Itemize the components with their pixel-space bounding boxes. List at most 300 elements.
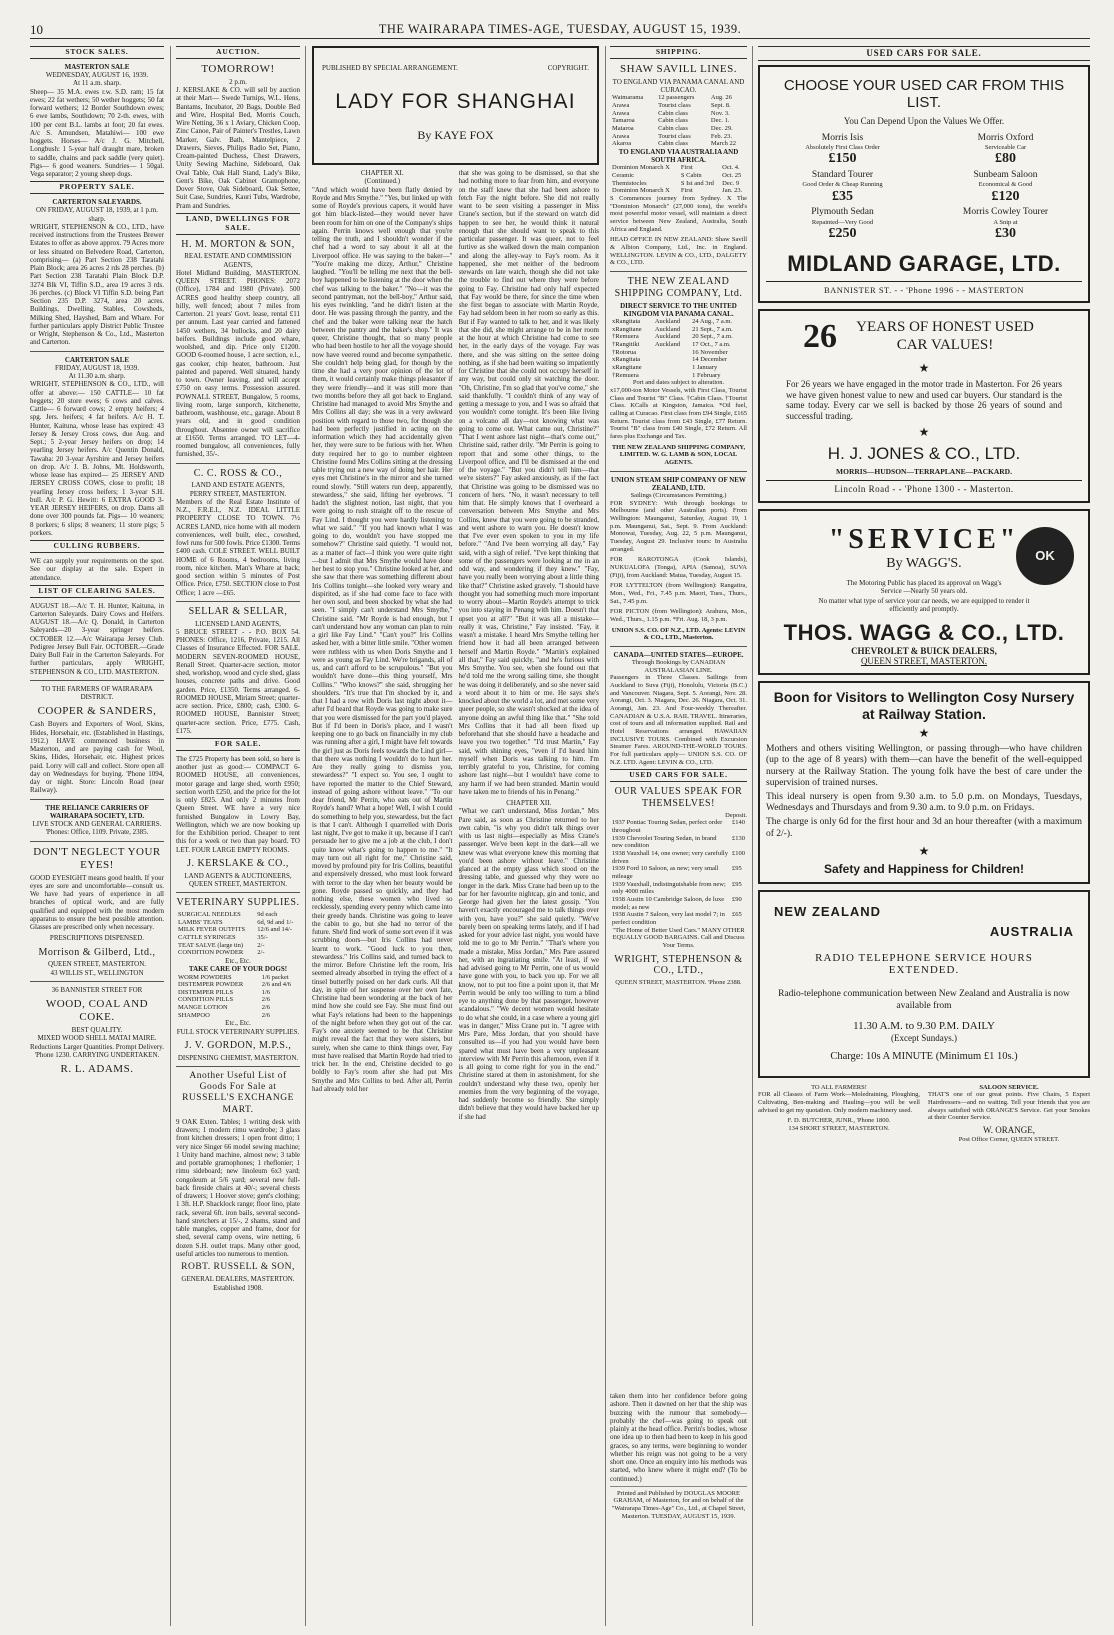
table-cell: Cabin class [658,140,688,148]
table-cell: xRangitane [612,363,642,371]
section-header: STOCK SALES. [30,46,164,59]
ad-title: Boon for Visitors to Wellington Cosy Nursery at Railway Station. [773,689,1075,722]
ad-sub: DIRECT SERVICE TO THE UNITED KINGDOM VIA PANAMA CANAL. [620,301,737,318]
divider [610,471,747,472]
ad-title: MASTERTON SALE [64,62,130,71]
ad-body: MIXED WOOD SHELL MATAI MAIRE. Reductions Larger Quantities. Prompt Delivery. 'Phone 1230. CARRYING UNDERTAKEN. [30,1034,164,1059]
ad-note: Deposit. [725,811,747,819]
table-row [176,1012,300,1020]
ad-body: HEAD OFFICE IN NEW ZEALAND: Shaw Savill & Albion Company, Ltd., Inc. in England. WELLINGTON. LEVIN & CO., LTD., DALGETY & CO., LTD. [610,236,747,267]
table-row [610,333,747,341]
car-name: Morris Isis [821,132,864,143]
table-cell: xRangitata [612,356,641,364]
car-desc: Good Order & Cheap Running [802,181,883,189]
ad-address: BANNISTER ST. - - 'Phone 1996 - - MASTERTON [766,281,1082,295]
ad-address: QUEEN STREET, MASTERTON. [47,960,147,969]
table-cell: 1/6 packet [261,973,289,981]
table-row [176,919,300,927]
butcher-ad [758,1084,920,1144]
ad-body: WRIGHT, STEPHENSON & CO., LTD., will offer at above:— 150 CATTLE— 10 fat heggets; 20 store ewes; 6 cows and calves. Cattle— 6 forward cows; 2 empty heifers; 4 spg. Jers. heifers; 4 fat heifers. A/c H. T. Hunter, Kaituna, whose lease has expired: 43 Jersey & Jersey Cross cows, due Aug. and Sept.; 5 2-year Jersey heifers on drop; 14 yearling Jersey heifers. A/c Quentin Donald, Tawaha: 20 3-year Ayrshire and Jersey heifers on drop. A/c J. B. Johns, Mt. Holdsworth, whose lease has expired— 25 JERSEY AND JERSEY CROSS COWS, close to profit; 18 yearling Jersey cross heifers; 1 3-year S.H. bull. A/c P. G. Hewitt: 6 EXTRA GOOD 3-YEAR JERSEY HEIFERS, on drop. Dams all done over 300 pounds fat. Pigs— 10 weaners; 8 porkers; 6 slips; 8 weaners; 11 store pigs; 5 porkers. [30,380,164,537]
table-cell: Cabin class [658,124,688,132]
table-cell: 2/6 [261,1011,271,1019]
divider [30,841,164,842]
ad-sub: BEST QUALITY. [71,1026,123,1035]
column-rule [752,46,753,1626]
ad-note: Sailings (Circumstances Permitting.) [630,492,727,499]
divider [176,1066,300,1067]
table-cell [653,349,690,357]
table-cell: 1938 Vauxhall 14, one owner; very carefully driven [612,849,728,865]
ad-body: S Commences journey from Sydney. X The "Dominion Monarch" (27,000 tons), the world's most powerful motor vessel, will maintain a direct service between New Zealand, Australia, South Africa and England. [610,195,747,233]
divider [30,799,164,800]
chapter-heading: CHAPTER XI. [360,169,404,177]
ad-sub: TO ENGLAND VIA AUSTRALIA AND SOUTH AFRICA. [618,147,739,165]
table-cell: CONDITION POWDER [178,949,244,957]
car-name: Morris Cowley Tourer [962,207,1049,218]
table-cell: CONDITION PILLS [178,996,234,1004]
table-cell: 2/6 and 4/6 [261,981,291,989]
ad-body: GOOD EYESIGHT means good health. If your eyes are sore and uncomfortable—consult us. We have had years of experience in all branches of optical work, and are fully qualified and equipped with the most modern apparatus to ensure the best possible attention. Glasses are prescribed only when necessary. [30,873,164,932]
table-row [610,180,747,188]
ad-body: Members of the Real Estate Institute of N.Z., F.R.E.I., N.Z. IDEAL LITTLE PROPERTY CLOSE TO TOWN. 7½ ACRES LAND, nice home with all modern conveniences, well built, elec., cowshed, fowl runs for 500 fowls. Price £1300. Terms £400 cash. COLE STREET. WELL BUILT HOME of 6 Rooms, 4 bedrooms, living room, nice kitchen. Man's Whare at back; good section within 5 minutes of Post Office. Price, £750. SECTION close to Post Office; 1 acre —£65. [176,497,300,597]
car-price-list [610,819,747,926]
table-cell: Ceramic [612,172,635,180]
story-text: taken them into her confidence before going ashore. Then it dawned on her that the ship was buzzing with the rumour that somebody—probably the chef—was going to speak out plainly at the head office. Perrin's bodies, whose one idea up to then had been to keep in his good graces, so any terms, were beginning to wonder whether his reign was not going to be a very short one. Once an enquiry into his methods was started, who knew where it might end? (To be continued.) [610,1392,747,1483]
car-desc: Economical & Good [978,181,1033,189]
ad-body: The Motoring Public has placed its approval on Wagg's Service —Nearly 50 years old. [846,578,1002,595]
firm-name: R. L. ADAMS. [60,1063,134,1076]
ad-body: x17,000-ton Motor Vessels, with First Class, Tourist Class and Tourist "B" Class. †Cabin Class. †Tourist Class. KCalls at Kingston, Jamaica. *Oil fuel, calling at Curacao. First class from £94 Single, £165 Return. Tourist class from £43 Single, £77 Return. Tourist "B" class from £40 Single, £72 Return. All fares plus Exchange and Tax. [610,386,747,440]
ad-sub: FULL STOCK VETERINARY SUPPLIES. [176,1027,300,1036]
radio-telephone-notice [758,890,1090,1078]
ad-sub: CHEVROLET & BUICK DEALERS, [851,645,997,656]
ad-sub: Etc., Etc. [225,1019,251,1028]
table-cell: March 22 [710,140,736,148]
table-row [610,341,747,349]
firm-name: ROBT. RUSSELL & SON, [181,1262,295,1273]
divider [610,1486,747,1487]
ad-date: FRIDAY, AUGUST 18, 1939. [55,363,139,372]
car-grid [766,133,1082,243]
table-cell: First [680,187,693,195]
divider [176,892,300,893]
divider [610,646,747,647]
table-cell: Jan. 23. [722,187,743,195]
table-row [176,926,300,934]
car-name: Plymouth Sedan [811,207,874,218]
column-rule [605,46,606,1626]
car-listing [766,170,919,205]
column-shipping [610,46,747,987]
car-price: £30 [995,226,1016,242]
ad-body: "The Home of Better Used Cars." MANY OTHER EQUALLY GOOD BARGAINS. Call and Discuss Your Terms. [612,926,745,949]
table-cell: Auckland [654,325,681,333]
ad-title: CARTERTON SALEYARDS. [52,198,142,207]
car-price: £120 [991,188,1020,204]
ad-sub: You Can Depend Upon the Values We Offer. [843,115,1005,126]
ad-title: NEW ZEALAND [774,904,882,920]
table-cell: Oct. 25 [722,172,742,180]
table-cell: Dominion Monarch X [612,164,670,172]
ad-address: Lincoln Road - - 'Phone 1300 - - Masterton. [766,480,1082,495]
midland-garage-ad [758,65,1090,303]
table-cell: WORM POWDERS [178,973,232,981]
table-row [610,835,747,850]
firm-name: H. M. MORTON & SON, [181,238,295,250]
ad-title: SHAW SAVILL LINES. [619,62,737,75]
section-header: PROPERTY SALE. [30,181,164,194]
table-cell: 17 Oct., 7 a.m. [692,341,731,348]
table-cell: Arawa [612,101,630,109]
table-cell [653,356,690,364]
serial-publisher-note: PUBLISHED BY SPECIAL ARRANGEMENT. [322,64,458,72]
wagg-ad [758,509,1090,675]
table-cell: †Remuera [612,333,639,341]
table-cell: Waimarama [612,94,644,102]
table-cell: Dec. 1. [710,117,730,125]
table-cell: Oct. 4. [722,164,740,172]
ad-time: 2 p.m. [229,77,247,86]
nursery-notice [758,681,1090,884]
table-cell: Dec. 29. [710,124,733,132]
service-hours: 11.30 A.M. to 9.30 P.M. DAILY [853,1019,995,1032]
table-cell: Auckland [654,318,681,326]
table-cell [653,372,690,380]
table-cell: First [680,164,693,172]
table-cell: £90 [732,895,742,903]
ad-date: ON FRIDAY, AUGUST 18, 1939, at 1 p.m. sharp. [36,206,158,223]
table-cell: Sept. 8. [710,101,731,109]
table-cell: SHAMPOO [178,1011,210,1019]
ad-title: TO THE FARMERS OF WAIRARAPA DISTRICT. [41,684,153,702]
ad-time: At 11.30 a.m. sharp. [68,372,126,381]
ad-title: DON'T NEGLECT YOUR EYES! [33,845,161,871]
table-row [176,949,300,957]
table-row [176,981,300,989]
table-cell: 1937 Pontiac Touring Sedan, perfect order throughout [612,819,723,834]
serial-heading [312,46,599,165]
ad-title: THE NEW ZEALAND SHIPPING COMPANY, Ltd. [614,275,743,299]
ad-body: Hotel Midland Building, MASTERTON. QUEEN STREET. PHONES: 2072 (Office), 1784 and 1980 (Private). 500 ACRES good healthy sheep country, all hilly, well fenced; about 7 miles from Carterton. 21 years' Govt. lease, rental £11 per annum. Last year carried and fattened 1450 wethers, 34 bullocks, and 20 dairy heifers. Buildings include good whare, woolshed, and dip. Price only £1200. GOOD 6-roomed house, 1 acre section, e.l., gas cooker, chip heater, bathroom. Just painted and papered. Well situated, handy to town. Owner leaving, and will accept £750 on easy terms. Possession assured. POWNALL STREET, Bungalow, 5 rooms, living room, large sunporch, kitchenette, bathroom, washhouse, etc., garage. About 8 years old, and in good condition throughout. Absentee owner will sacrifice at £1650. Terms arranged. TO LET—4-roomed bungalow, all conveniences, fully furnished, 35/-. [176,268,300,459]
section-header: USED CARS FOR SALE. [758,46,1090,61]
ad-sub: UNION S.S. CO. OF N.Z., LTD. Agents: LEVIN & CO., LTD., Masterton. [611,626,746,642]
ad-sub: TAKE CARE OF YOUR DOGS! [188,965,288,974]
ad-body: FOR all Classes of Farm Work—Moledraining, Ploughing, Cultivating, Ben-making and Hauling—you will be well advised to get my quotation. Only modern machinery used. [758,1091,920,1114]
table-cell: MILK FEVER OUTFITS [178,926,246,934]
table-cell: †Rotorua [612,348,637,356]
section-header: SALOON SERVICE. [979,1083,1039,1091]
ad-title: YEARS OF HONEST USED CAR VALUES! [856,319,1034,353]
table-cell: Tourist class [658,132,691,140]
table-cell: xRangitata [612,318,641,326]
ad-body: The £725 Property has been sold, so here is another just as good:— COMPACT 6-ROOMED HOUSE, all conveniences, motor garage and large shed, worth £950; section worth £250, and the price for the lot is only £825. And only 2 minutes from Queen Street. WE have a very nice furnished Bungalow in Lowry Bay, Wellington, which we are now booking up for the Exhibition period. Cheaper to rent this for a week or two than pay board. TO LET. FOUR LARGE EMPTY ROOMS. [176,754,300,854]
table-cell: Tourist class [658,101,691,109]
table-row [610,102,747,110]
serial-copyright: COPYRIGHT. [547,64,589,72]
table-cell: £95 [732,865,742,873]
ad-title: TO ALL FARMERS! [811,1083,867,1091]
table-cell: CATTLE SYRINGES [178,934,236,942]
table-cell: £130 [732,834,745,842]
ad-sub: REAL ESTATE AND COMMISSION AGENTS, [184,252,292,269]
table-cell: MANGE LOTION [178,1004,228,1012]
table-row [610,881,747,896]
table-cell: Arawa [612,109,630,117]
ad-time: At 11 a.m. sharp. [73,79,121,88]
table-row [610,117,747,125]
car-desc: Repainted—Very Good [811,218,874,226]
car-name: Morris Oxford [977,132,1034,143]
ad-date: WEDNESDAY, AUGUST 16, 1939. [45,71,149,80]
ad-address: PERRY STREET, MASTERTON. [189,489,287,498]
ad-sub: GENERAL DEALERS, MASTERTON. Established 1908. [181,1275,295,1292]
car-desc: Absolutely First Class Order [805,143,880,151]
divider [30,981,164,982]
table-cell: LAMBS' TEATS [178,918,223,926]
table-row [610,94,747,102]
story-text: "And which would have been flatly denied by Royde and Mrs Smythe." "Yes, but linked up with some of Royde's previous capers, it would have got him black-listed—they would never have been room for him on one of the Company's ships again. Perrin knows well enough that you're telling the truth, and I shouldn't wonder if the chef had a word to say about it all at the Liverpool office. He was saying to the baker—" "You're making me dizzy, Arthur," Christine laughed. "You'll be telling me next that the bell-boy happened to be listening at the door when the chef was talking to the baker." "No—it was the second pantryman, not the bell-boy," Arthur said, his eyes twinkling, "and he didn't listen at the door. He was passing through the pantry, and the chef and the baker were talking near the hatch between the pantry and the baker's shop." It was queer, Christine thought, that so many people who had been hostile to her all the voyage should now have veered round and become sympathetic. She couldn't help being glad, for though by the time she had a very poor opinion of the lot of them, it would certainly make things pleasanter if they were friendly—and it was still more than two months before they all got back to England. Christine had managed to avoid Mrs Smythe and Mrs Collins all day; she was in a very awkward position with regard to those two, for though she had been perfectly justified in acting on the information which they had accidentally given her, they were sure to be furious with her. When duty required her to go to number eighteen Christine found Mrs Collins sitting at the dressing table trying out a new way of doing her hair. Her eyes met Christine's in the mirror and she turned round slowly. "Still waters run deep, apparently, stewardess," she said, lifting her eyebrows. "I hadn't the slightest notion, last night, that you were going to rush straight off to the rescue of Fay Lind. I thought you were hardly listening to what we said." "If you had known what I was going to do, wouldn't you have stopped me somehow?" Christine said quietly. "I would not, as a matter of fact—I think you were quite right—but I admit that Mrs Smythe would have done her best to stop you." Christine looked at her, and she saw that there was something different about Iris Collins tonight—she looked very weary and dispirited, as if she had come face to face with her own soul, and been shocked by what she had seen. "I simply can't understand Mrs Smythe," Christine said. "Mr Royde is bad enough, but I can't understand how any woman can plan to ruin a girl like Fay Lind." "Can't you?" Iris Collins asked her, with a bitter little smile. "Other women were ruthless with us when Doris Smythe and I were as young as Fay Lind. We're brigands, all of us, and can't afford to be scrupulous." "But you wouldn't have done—this thing yourself, Mrs Collins." "Who knows?" she said, shrugging her shoulders. "It's true that I'm shocked by it, and that I had a row with Doris last night about it—after I'd heard that Royde was going to make sure that you were dismissed for the part you'd played. But if I'd been in Doris's place, and I wasn't keeping one to go back on financially in my club was running after a girl, I might have felt towards the girl just as Doris feels towards the Lind girl—that there was nothing I wouldn't do to hurt her. Are they really going to dismiss you, stewardess?" "I expect so. You see, I ought to have reported the matter to the Chief Steward, instead of going ashore without leave." "To our dear friend, Mr Perrin, who eats out of Martin Royde's hand? What a hope! Well, I wish I could do something to help you, stewardess, but the fact is that I can't. Although I quarrelled with Doris last night, I've got to make it up, because if I can't persuade her to give me a job at the club, I don't quite know what's going to happen to me." "It may turn out all right for me," Christine said, moved by profound pity for Iris Collins, beautiful and expensively dressed, who must look forward with terror to the day when her beauty would be gone. Royde passed so quickly, and they had nothing else, these women who lived so recklessly, spending every penny which came into their greedy hands. Christine was going to leave the cabin to go, but she had no terror of the future. She'd find work of some sort even if it was scrubbing doors—but Iris Collins had never learnt to work. "Good luck to you then, stewardess." Iris Collins said, and turned back to the mirror. Before Christine left the room, Iris seemed already absorbed in trying the effect of a tinsel butterfly poised on her dark curls. All that day, in spite of her suspense over her own fate, Christine had been wondering at the back of her mind how she could see Fay. She must find out what Fay's relations had been to the happenings of the night before when they got out of the car. Fay's one anxiety seemed to be that Christine might reveal the fact that they were sisters, but surely, when she came to think things over, Fay must have realised that Martin Royde had tried to trick her. In the end, Christine decided to go boldly to Fay's room after she had put Mrs Smythe and Mrs Collins to bed. After all, Perrin had already told her [312,185,453,1093]
star-icon: ★ [918,726,930,741]
ad-body: FOR LYTTELTON (from Wellington): Rangatira, Mon., Wed., Fri., 7.45 p.m. Maori, Tues., Thurs., Sat., 7.45 p.m. [610,582,747,605]
table-cell: 1/6 [261,988,271,996]
section-header: FOR SALE. [176,738,300,751]
price-list [176,974,300,1020]
firm-name: Morrison & Gilberd, Ltd., [38,946,156,958]
table-row [610,172,747,180]
table-cell: S Cabin [680,172,702,180]
table-cell: 20 Sept., 7 a.m. [692,333,733,341]
serial-story [312,46,599,1624]
divider [30,351,164,352]
ad-body: FOR SYDNEY: With through bookings to Melbourne (and other Australian ports). From Wellington: Maunganui, Saturday, August 19, 1 p.m. Maunganui, Sat., Sept. 9. From Auckland: Monowai, Tuesday, Aug. 22, 5 p.m. Maunganui, Tuesday, August 29. Inclusive tours: In Australia arranged. [610,499,747,553]
table-cell: 1939 Vauxhall, indistinguishable from new; only 4000 miles [612,880,726,896]
table-row [176,996,300,1004]
car-price: £35 [832,188,853,204]
ad-sub: By WAGG'S. [886,556,962,572]
table-cell: £95 [732,880,742,888]
serial-author: By KAYE FOX [417,128,494,142]
table-cell: S Ist and 3rd [680,179,714,187]
ad-sub: THE NEW ZEALAND SHIPPING COMPANY, LIMITED. W. G. LAMB & SON, LOCAL AGENTS. [611,443,746,466]
firm-name: C. C. ROSS & CO., [193,467,283,479]
table-row [610,850,747,865]
car-listing [929,133,1082,168]
divider [176,601,300,602]
table-cell: 1 January [692,363,718,371]
table-cell: xRangitane [612,325,642,333]
ad-body: Cash Buyers and Exporters of Wool, Skins, Hides, Horsehair, etc. (Established in Hastings, 1912.) HAVE commenced business in Masterton, and are paying cash for Wool, Skins, Hides, Horsehair, etc. Highest prices paid. Lorry will call and collect. Store open all day on Wednesdays for buying. 'Phone 1094, day or night. Store: Lincoln Road (near Railway). [30,720,164,795]
chapter-heading: CHAPTER XII. [506,799,552,807]
ad-body: 9 OAK Exten. Tables; 1 writing desk with drawers; 1 modern rimu wardrobe; 3 glass front kitchen dressers; 1 open front ditto; 1 very nice Singer 66 model sewing machine; 1 Unity hand machine, almost new; 3 table and portable gramophones; 1 rheflonier; 1 rimu sideboard; new linoleum 6x3 yard; congoleum at 5/6 yard; several new full-back fireside chairs at 40/-; several chests of drawers; 1 Hoover stove; gent's clothing; 1 3ft. H.P. Shacklock range; floor lino, plate rack, several 6ft. iron bails, several second-hand stretchers at 15/-, 2 shams, stand and table mangles, copper and frame, door for shed, several camp ovens, wire netting, 6 dozen S.H. outlet traps. Many other good, useful articles too numerous to mention. [176,1117,300,1258]
column-stock-sales [30,46,164,1078]
ad-sub: RADIO TELEPHONE SERVICE HOURS EXTENDED. [815,951,1033,977]
table-row [610,356,747,364]
table-row [610,110,747,118]
page-number: 10 [30,22,43,37]
ad-sub: Etc., Etc. [225,957,251,966]
ad-title: CANADA—UNITED STATES—EUROPE. [613,650,744,659]
ad-title: WOOD, COAL AND COKE. [45,998,149,1024]
table-cell: Cabin class [658,109,688,117]
car-price: £80 [995,151,1016,167]
section-header: AUCTION. [176,46,300,59]
table-cell: 35/- [257,934,268,942]
car-listing [766,133,919,168]
table-row [610,819,747,834]
ad-sub: Through Bookings by CANADIAN AUSTRALASIAN LINE. [631,659,726,674]
chapter-note: (Continued.) [364,177,401,186]
story-column [312,169,453,1624]
story-continuation [610,1392,747,1592]
ad-title: AUSTRALIA [989,924,1074,940]
table-cell: DISTEMPER POWDER [178,981,244,989]
ad-sub: DISPENSING CHEMIST, MASTERTON. [177,1053,299,1062]
ad-body: No matter what type of service your car needs, we are equipped to render it efficiently and promptly. [818,597,1030,614]
story-text: that she was going to be dismissed, so that she had nothing more to fear from him, and everyone on the staff knew that she had been ashore to fetch Fay the night before. She did not really want to be seen visiting a passenger in Miss Crane's section, but if the steward on watch did happen to see her, he would think it natural enough that she should want to speak to this particular passenger. It was queer, not to feel furtive as she walked down the main companion and along the alley-way to Fay's room. As it happened, she met neither of the bedroom stewards on late watch, though she did not take the trouble to find out where they were before going to Fay. Christine had only half expected that Fay would be there, for since the time when she first began to associate with Martin Royde, Fay had seldom been in her room so early as this. But if Fay wanted to talk to her, and it was likely that she did, she might arrange to be in her room at the hour at which Christine had come to see her, in the early days of the voyage. Fay was there, and she was sitting on the settee doing nothing, as if she had been waiting so impatiently for Christine that she could not occupy herself in any way, but could only sit watching the door. "Oh, Christine, I'm so glad that you've come," she said thankfully. "I couldn't think of any way of getting a message to you, and I was so afraid that you wouldn't come tonight. It's been like living on a volcano all day—not knowing what was going to come out. What came out, Christine?" "That I went ashore last night—that's come out," Christine said, rather drily. "Mr Perrin is going to report that and some other things, to the Liverpool office, and I'll be dismissed at the end of the voyage." "But you didn't tell him—that we're sisters?" Fay asked anxiously, as if the fact that Christine was going to be dismissed was no concern of hers. "No, it wasn't necessary to tell him that. He simply knows that I overheard a conversation between Mrs Smythe and Mrs Collins, knew that you were going to be stranded, and went ashore to warn you. He doesn't know that I've ever even spoken to you in my life before." "And I've been worrying all day," Fay said, with a sigh of relief. "I've kept thinking that some of the passengers were looking at me in an odd way, and wondering if they knew." "Fay, have you really been worrying about a little thing like that?" Christine asked gravely. "I should have thought you had something much more important to worry about—Martin Royde's attempt to trick you into staying in Penang with him. Doesn't that upset you at all?" "But it was all a mistake—really it was, Christine," Fay insisted. "Fay, it wasn't a mistake. I heard Mrs Smythe telling her friend how it had all been arranged between herself and Martin Royde." "Martin's explained all that," Fay said quickly, "and he's furious with Mrs Smythe. You see, when she found out that he'd told me the wrong sailing time, she thought he was doing it deliberately, and so she never said a word about it to him or me. He says she's knocked about the world a lot, and met some very queer people, so she wasn't shocked at the idea of anyone doing an awful thing like that." "She told Mrs Collins that it had all been fixed up beforehand that she should have a headache and leave you two together." "I'd trust Martin," Fay said, with shining eyes, "even if I'd heard him myself when Doris was talking to him. I'm terribly grateful to you, Christine, for coming ashore last night—but I wouldn't have come to any harm if we had been stranded. Martin would have taken me to friends of his in Penang." [458,169,599,796]
table-cell: 2/6 [261,996,271,1004]
ad-title: VETERINARY SUPPLIES. [176,897,300,909]
guaranteed-ok-badge-icon: OK [1016,527,1074,585]
section-header: LAND, DWELLINGS FOR SALE. [176,213,300,235]
ad-body: Radio-telephone communication between New Zealand and Australia is now available from [778,989,1070,1011]
ad-title: UNION STEAM SHIP COMPANY OF NEW ZEALAND, LTD. [611,475,746,492]
car-listing [929,207,1082,242]
years-number: 26 [803,317,837,355]
table-cell: 1939 Ford 10 Saloon, as new; very small mileage [612,865,719,880]
table-cell: 6d, 9d and 1/- [257,918,294,926]
firm-name: MIDLAND GARAGE, LTD. [787,250,1061,276]
star-icon: ★ [918,425,930,440]
car-name: Standard Tourer [811,169,874,180]
table-cell: Feb. 23. [710,132,733,140]
table-cell: 24 Aug., 7 a.m. [692,318,733,326]
table-row [610,896,747,911]
ad-sub: LAND AND ESTATE AGENTS, [191,481,285,490]
ad-address: Post Office Corner, QUEEN STREET. [958,1135,1060,1143]
table-row [610,372,747,380]
ad-address: 43 WILLIS ST., WELLINGTON [50,968,144,977]
ad-body: Sheep— 35 M.A. ewes r.w. S.D. ram; 15 fat ewes; 22 fat wethers; 50 wether hoggets; 50 fat forward wethers; 12 Border Southdown ewes; 6 ewe lambs, Southdown; 70 2-th. ewes, with 100 per cent B.L. lambs at foot; 20 fat ewes. A/c S. Amundsen, Matahiwi— 100 ewe hoggets. Horses— A/c J. G. Mitchell, Longbush: 1 5-year half draught mare, broken to saddle, chains and pack saddle (very quiet). Pigs— 6 good weaners. Sundries— 1 50gal. Vega separator; 2 young sheep dogs. [30,87,164,179]
table-row [176,974,300,982]
ad-body: For 26 years we have engaged in the motor trade in Masterton. For 26 years we have given honest value to new and used car buyers. Our standard is the same today. Every car we sell is backed by those 26 years of sound and successful trading. [786,378,1062,421]
table-row [610,911,747,926]
ad-body: This ideal nursery is open from 9.30 a.m. to 5.0 p.m. on Mondays, Tuesdays, Wednesdays and Thursdays and from 9.30 a.m. to 9.0 p.m. on Fridays. [766,792,1082,814]
star-icon: ★ [918,360,930,375]
car-listing [766,207,919,242]
table-cell: Nov. 3. [710,109,730,117]
section-header: CULLING RUBBERS. [30,540,164,553]
ad-title: CHOOSE YOUR USED CAR FROM THIS LIST. [783,76,1065,112]
table-cell: £65 [732,911,742,919]
column-rule [305,46,306,1626]
table-cell: DISTEMPER PILLS [178,988,234,996]
ad-body: LIVE STOCK AND GENERAL CARRIERS. 'Phones: Office, 1109. Private, 2385. [32,820,162,837]
ad-sub: MORRIS—HUDSON—TERRAPLANE—PACKARD. [836,466,1012,476]
divider [610,271,747,272]
table-cell: Arawa [612,132,630,140]
table-cell: Dominion Monarch X [612,187,670,195]
ad-title: Another Useful List of Goods For Sale at RUSSELL'S EXCHANGE MART. [182,1071,294,1115]
table-cell: Cabin class [658,117,688,125]
ad-body: Passengers in Three Classes. Sailings from Auckland to Suva (Fiji), Honolulu, Victoria (B.C.) and Vancouver. Niagara, Sept. 5. Aorangi, Nov. 28. Aorangi, Oct. 3. Niagara, Dec. 26. Niagara, Oct. 31. Aorangi, Jan. 23. And Four-weekly Thereafter. CANADIAN & U.S.A. RAIL TRAVEL. Itineraries, cost of tours and all information supplied. Rail and Hotel Reservations arranged. HAWAIIAN INCLUSIVE TOURS. Combined with Excursion Steamer Fares. AROUND-THE-WORLD TOURS. For full particulars apply— UNION S.S. CO. OF N.Z. LTD. Agent: LEVIN & CO., LTD. [610,674,747,766]
table-row [176,942,300,950]
table-row [610,326,747,334]
table-row [610,125,747,133]
table-row [610,140,747,148]
firm-name: COOPER & SANDERS, [37,705,157,718]
serial-title: LADY FOR SHANGHAI [335,90,576,113]
table-cell: £100 [732,849,745,857]
charge-text: Charge: 10s A MINUTE (Minimum £1 10s.) [830,1051,1018,1063]
car-name: Sunbeam Saloon [973,169,1038,180]
ad-sub: LAND AGENTS & AUCTIONEERS, QUEEN STREET, MASTERTON. [184,871,292,889]
table-cell: Aug. 26 [710,94,732,102]
section-header: LIST OF CLEARING SALES. [30,585,164,598]
car-desc: Serviceable Car [984,143,1027,151]
ad-footer: Safety and Happiness for Children! [823,862,1025,877]
table-cell: 12/6 and 14/- [257,926,292,934]
ad-address: 36 BANNISTER STREET FOR [51,985,143,994]
story-text: "What we can't understand, Miss Jordan," Mrs Pare said, as soon as Christine returned to her own cabin, "is why you didn't talk things over with us last night—especially as Miss Crane's passenger. We've been kept in the dark—all we knew was what everyone knew this morning that you'd been ashore without leave." Christine glanced at the empty glass which stood on the dressing table, and guessed why they were no longer in the dark. Miss Crane had been up to the bar for her favourite nightcap, gin and tonic, and George had given her the latest gossip. "You haven't exactly encouraged me to talk things over with you, have you?" she said quietly. "We've barely been on speaking terms lately, and if I had asked for your advice last night, you would have told me to go to Mr Perrin." "That's where you made a mistake, Miss Jordan," Mrs Pare assured her, with an ingratiating smile. "At least, if we had advised going to Mr Perrin, one of us would have gone with you, to back you up. For we all know, not to put too fine a point upon it, that Mr Perrin would be only too willing to turn a blind eye to anything done by that passenger, however scandalous." "We decent women would hesitate to do what she could, in a case where a young girl was in danger," Miss Crane put in. "I agree with Mrs Pare, Miss Jordan, that you should have consulted us—if you had you would have been spared what must have been a very unpleasant interview with Mr Perrin this afternoon, even if it is all going to come right for you in the end." Christine stared at them in astonishment, for she couldn't understand why these two, openly her enemies from the very beginning of the voyage, had suddenly become so friendly. She simply didn't believe that they would have backed her up if she had [458,807,599,1121]
table-row [610,364,747,372]
ad-body: AUGUST 18.—A/c T. H. Hunter, Kaituna, in Carterton Saleyards. Dairy Cows and Heifers. AUGUST 18.—A/c Q. Donald, in Carterton Saleyards—20 3-year springer heifers. OCTOBER 12.—A/c Wairarapa Jersey Club. Pedigree Jersey Bull Fair. OCTOBER.—Grade Dairy Bull Fair in the Carterton Saleyards. For further particulars, apply WRIGHT, STEPHENSON & CO., LTD. MASTERTON. [30,601,164,676]
table-cell: Auckland [654,333,681,341]
ad-sub: LICENSED LAND AGENTS, [195,619,281,628]
masthead-title: THE WAIRARAPA TIMES-AGE, TUESDAY, AUGUST 15, 1939. [378,22,742,36]
car-price: £250 [828,226,857,242]
ad-address: QUEEN STREET, MASTERTON. [860,656,988,667]
ad-sub: TO ENGLAND VIA PANAMA CANAL AND CURACAO. [612,77,745,95]
price-list [176,911,300,957]
column-rule [170,46,171,1626]
table-row [610,865,747,880]
ad-body: WE can supply your requirements on the spot. See our display at the sale. Expert in attendance. [30,557,164,582]
table-cell: 14 December [692,356,727,364]
table-row [610,187,747,195]
table-cell [653,364,690,372]
printer-imprint: Printed and Published by DOUGLAS MOORE GRAHAM, of Masterton, for and on behalf of the "Wairarapa Times-Age" Co., Ltd., at Chapel Street, Masterton. TUESDAY, AUGUST 15, 1939. [611,1489,746,1520]
star-icon: ★ [918,843,930,858]
firm-name: F. D. BUTCHER, JUNR., 'Phone 1800. [787,1117,891,1125]
firm-name: WRIGHT, STEPHENSON & CO., LTD., [614,953,743,977]
ad-address: QUEEN STREET, MASTERTON. 'Phone 2388. [615,979,742,987]
table-cell: 2/- [257,949,265,957]
sailing-table [610,94,747,148]
table-cell: Akaroa [612,140,632,148]
table-cell: Dec. 9 [722,179,740,187]
table-cell: 1 February [692,371,721,379]
table-cell: Tamaroa [612,117,635,125]
ad-body: FOR RAROTONGA (Cook Islands), NUKUALOFA (Tonga), APIA (Samoa), SUVA (Fiji), from Auckland: Matua, Tuesday, August 15. [610,556,747,579]
table-row [610,349,747,357]
saloon-ad [928,1084,1090,1144]
table-row [176,1004,300,1012]
firm-name: SELLAR & SELLAR, [188,605,288,617]
table-cell: Auckland [654,341,681,348]
table-cell: †Rangitiki [612,341,640,348]
ad-title: OUR VALUES SPEAK FOR THEMSELVES! [614,786,743,809]
table-cell: 12 passengers [658,94,695,102]
masthead [30,22,1090,39]
sailing-table [610,164,747,195]
section-header: SHIPPING. [610,46,747,59]
ad-body: THAT'S one of our great points. Five Chairs, 5 Expert Hairdressers—and no waiting. Tell your friends that you are always satisfied with ORANGE'S Service. Get your Smokes at their Counter Service. [928,1091,1090,1122]
ad-body: The charge is only 6d for the first hour and 3d an hour thereafter (with a maximum of 2/-). [766,817,1082,839]
ad-note: (Except Sundays.) [891,1032,957,1043]
firm-name: J. KERSLAKE & CO., [187,857,289,869]
table-cell: 2/6 [261,1004,271,1012]
section-header: USED CARS FOR SALE. [610,769,747,782]
